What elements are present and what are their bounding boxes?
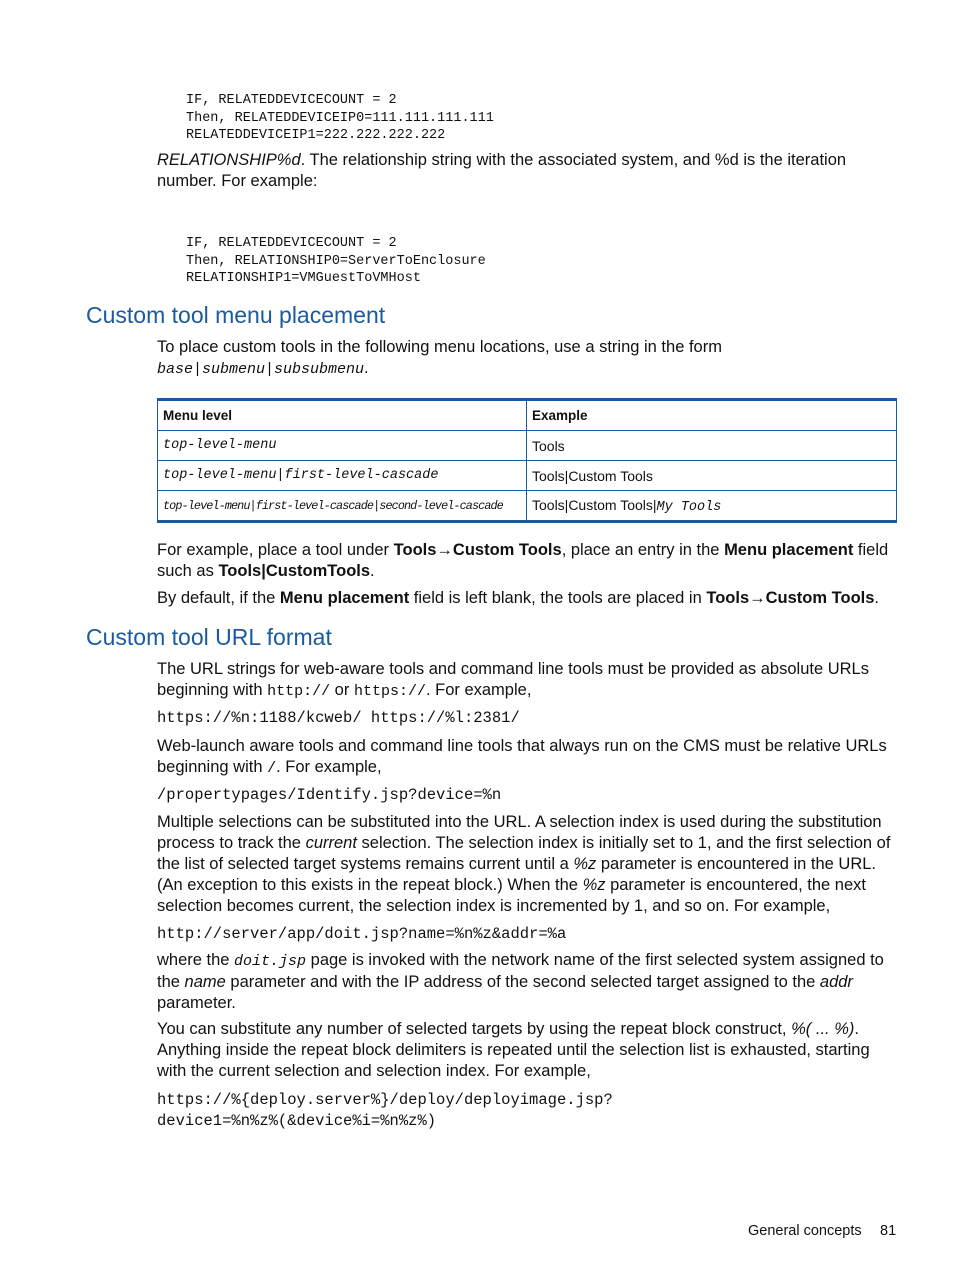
text: or — [330, 681, 354, 699]
menu-level-table — [157, 398, 897, 523]
ui-term: Custom Tools — [765, 589, 875, 607]
text: parameter and with the IP address of the second selected target assigned to the — [225, 973, 820, 991]
text: parameter. — [157, 994, 236, 1012]
relationship-term: RELATIONSHIP%d — [157, 151, 301, 169]
text: where the — [157, 951, 235, 969]
code-line: Then, RELATIONSHIP0=ServerToEnclosure — [186, 253, 486, 269]
inline-code: http:// — [267, 683, 331, 700]
ui-term: Tools|CustomTools — [218, 562, 371, 580]
emphasis: addr — [819, 973, 853, 991]
code-line: device1=%n%z%(&device%i=%n%z%) — [157, 1112, 437, 1130]
ui-term: Menu placement — [724, 541, 854, 559]
menu-placement-intro — [157, 337, 899, 380]
inline-code: https:// — [353, 683, 426, 700]
text: , place an entry in the — [561, 541, 725, 559]
emphasis: %z — [582, 876, 606, 894]
footer-section-name: General concepts — [748, 1223, 862, 1239]
code-line: RELATEDDEVICEIP1=222.222.222.222 — [186, 128, 446, 143]
emphasis: %z — [573, 855, 597, 873]
table-row — [158, 431, 897, 461]
code-example-absolute-urls: https://%n:1188/kcweb/ https://%l:2381/ — [157, 709, 520, 727]
table-cell-example — [527, 431, 897, 461]
inline-code: doit.jsp — [234, 953, 307, 970]
form-code: base|submenu|subsubmenu — [157, 361, 365, 378]
url-format-paragraph-3 — [157, 812, 899, 917]
text: field such as — [157, 541, 889, 580]
example-text: Tools|Custom Tools — [532, 467, 653, 484]
ui-term: Menu placement — [279, 589, 410, 607]
url-format-paragraph-1 — [157, 659, 899, 702]
relationship-text: . The relationship string with the associated system, and %d is the iteration number. For example: — [157, 151, 847, 190]
text: . — [874, 589, 880, 607]
arrow: → — [436, 541, 453, 559]
section-heading-menu-placement: Custom tool menu placement — [86, 302, 386, 328]
text: Web-launch aware tools and command line tools that always run on the CMS must be relative URLs beginning with — [157, 737, 887, 776]
ui-term: Custom Tools — [452, 541, 562, 559]
emphasis: current — [305, 834, 357, 852]
code-line: Then, RELATEDDEVICEIP0=111.111.111.111 — [186, 110, 494, 126]
code-line: https://%{deploy.server%}/deploy/deployimage.jsp? — [157, 1091, 613, 1109]
table-header-row — [158, 400, 897, 431]
menu-placement-default-paragraph — [157, 588, 899, 609]
code-example-relative-url: /propertypages/Identify.jsp?device=%n — [157, 786, 502, 804]
page-number: 81 — [880, 1223, 897, 1239]
table-row — [158, 461, 897, 491]
text: You can substitute any number of selected targets by using the repeat block construct, — [157, 1020, 792, 1038]
table-cell-level: top-level-menu|first-level-cascade|second-level-cascade — [158, 491, 527, 522]
code-example-selection: http://server/app/doit.jsp?name=%n%z&addr=%a — [157, 925, 567, 943]
example-text: Tools|Custom Tools| — [532, 496, 657, 513]
table-row — [158, 491, 897, 522]
intro-text: To place custom tools in the following menu locations, use a string in the form — [157, 338, 722, 356]
ui-term: Tools — [706, 589, 750, 607]
text: page is invoked with the network name of the first selected system assigned to the — [157, 951, 884, 991]
url-format-paragraph-5 — [157, 1019, 899, 1082]
url-format-paragraph-4 — [157, 950, 899, 1014]
code-block-1 — [186, 92, 494, 145]
table-cell-level: top-level-menu — [158, 431, 527, 461]
table-header-example: Example — [527, 400, 897, 431]
relationship-paragraph — [157, 150, 899, 192]
text: field is left blank, the tools are placed in — [409, 589, 707, 607]
code-example-repeat-block — [157, 1090, 613, 1132]
text: By default, if the — [157, 589, 280, 607]
ui-term: Tools — [393, 541, 437, 559]
table-cell-example — [527, 461, 897, 491]
table-header-menu-level: Menu level — [158, 400, 527, 431]
example-text: Tools — [532, 437, 565, 454]
text: . For example, — [425, 681, 532, 699]
url-format-paragraph-2 — [157, 736, 899, 779]
text: parameter is encountered in the URL. (An exception to this exists in the repeat block.) When the — [157, 855, 877, 894]
table-cell-example — [527, 491, 897, 522]
emphasis: %( ... %) — [791, 1020, 855, 1038]
text: Multiple selections can be substituted into the URL. A selection index is used during the substitution process to track the — [157, 813, 882, 852]
code-line: IF, RELATEDDEVICECOUNT = 2 — [186, 93, 397, 108]
text: parameter is encountered, the next selection becomes current, the selection index is incremented by 1, and so on. For example, — [157, 876, 866, 915]
text: . — [370, 562, 375, 580]
form-end: . — [364, 359, 369, 377]
code-line: IF, RELATEDDEVICECOUNT = 2 — [186, 236, 397, 251]
emphasis: name — [184, 973, 226, 991]
text: . Anything inside the repeat block delimiters is repeated until the selection list is exhausted, starting with the current selection and selection index. For example, — [157, 1020, 870, 1080]
text: For example, place a tool under — [157, 541, 394, 559]
code-block-2 — [186, 235, 486, 288]
example-code: My Tools — [656, 499, 722, 515]
code-line: RELATIONSHIP1=VMGuestToVMHost — [186, 271, 421, 286]
table-cell-level: top-level-menu|first-level-cascade — [158, 461, 527, 491]
text: . For example, — [276, 758, 382, 776]
text: selection. The selection index is initially set to 1, and the first selection of the list of selected target systems remains current until a — [157, 834, 891, 873]
text: The URL strings for web-aware tools and command line tools must be provided as absolute URLs beginning with — [157, 660, 869, 699]
arrow: → — [749, 589, 766, 607]
inline-code: / — [267, 760, 277, 777]
section-heading-url-format: Custom tool URL format — [86, 624, 332, 650]
menu-placement-example-paragraph — [157, 540, 899, 582]
